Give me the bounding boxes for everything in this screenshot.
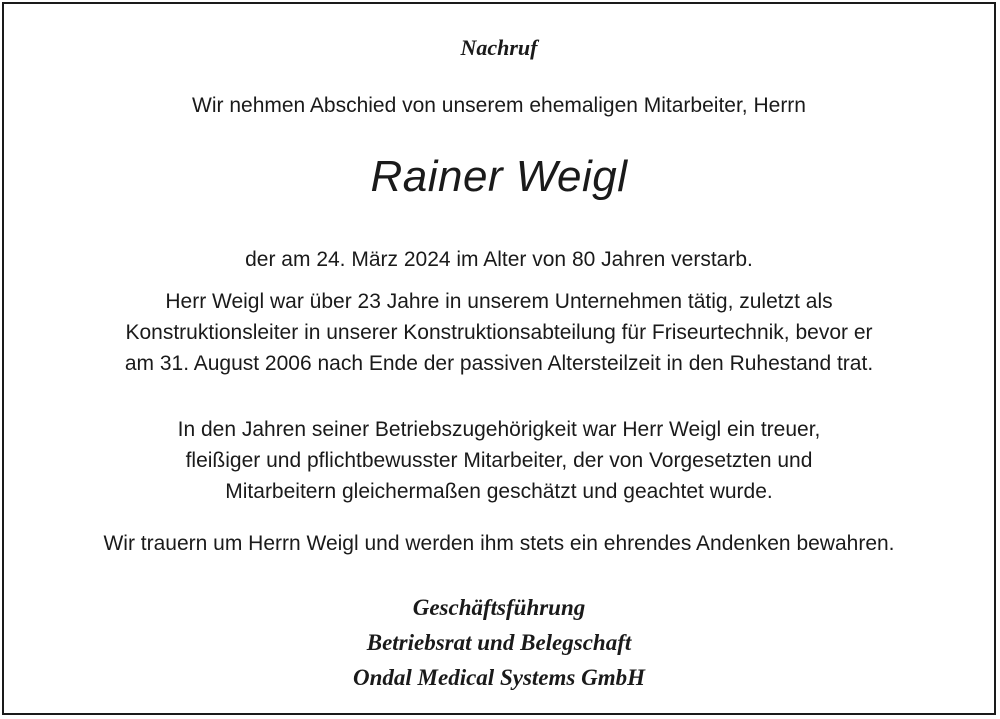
character-line: Mitarbeitern gleichermaßen geschätzt und geachtet wurde. [225, 480, 773, 503]
mourning-line: Wir trauern um Herrn Weigl und werden ihm stets ein ehrendes Andenken bewahren. [103, 532, 895, 555]
intro-line: Wir nehmen Abschied von unserem ehemaligen Mitarbeiter, Herrn [192, 94, 806, 117]
career-paragraph [24, 286, 974, 379]
career-line: am 31. August 2006 nach Ende der passiven Altersteilzeit in den Ruhestand trat. [124, 352, 874, 375]
signer-management: Geschäftsführung [412, 595, 586, 620]
career-line: Konstruktionsleiter in unserer Konstruktionsabteilung für Friseurtechnik, bevor er [125, 321, 873, 344]
deceased-name: Rainer Weigl [370, 152, 628, 201]
character-line: fleißiger und pflichtbewusster Mitarbeiter, der von Vorgesetzten und [185, 449, 813, 472]
obituary-notice [2, 2, 996, 715]
signers-block [4, 590, 994, 695]
notice-heading: Nachruf [460, 35, 538, 60]
mourning-paragraph [24, 528, 974, 559]
death-paragraph [24, 244, 974, 275]
death-line: der am 24. März 2024 im Alter von 80 Jahren verstarb. [245, 248, 753, 271]
career-line: Herr Weigl war über 23 Jahre in unserem Unternehmen tätig, zuletzt als [165, 290, 833, 313]
character-line: In den Jahren seiner Betriebszugehörigkeit war Herr Weigl ein treuer, [177, 418, 821, 441]
character-paragraph [24, 414, 974, 507]
signer-company: Ondal Medical Systems GmbH [353, 665, 645, 690]
signer-works-council: Betriebsrat und Belegschaft [366, 630, 632, 655]
